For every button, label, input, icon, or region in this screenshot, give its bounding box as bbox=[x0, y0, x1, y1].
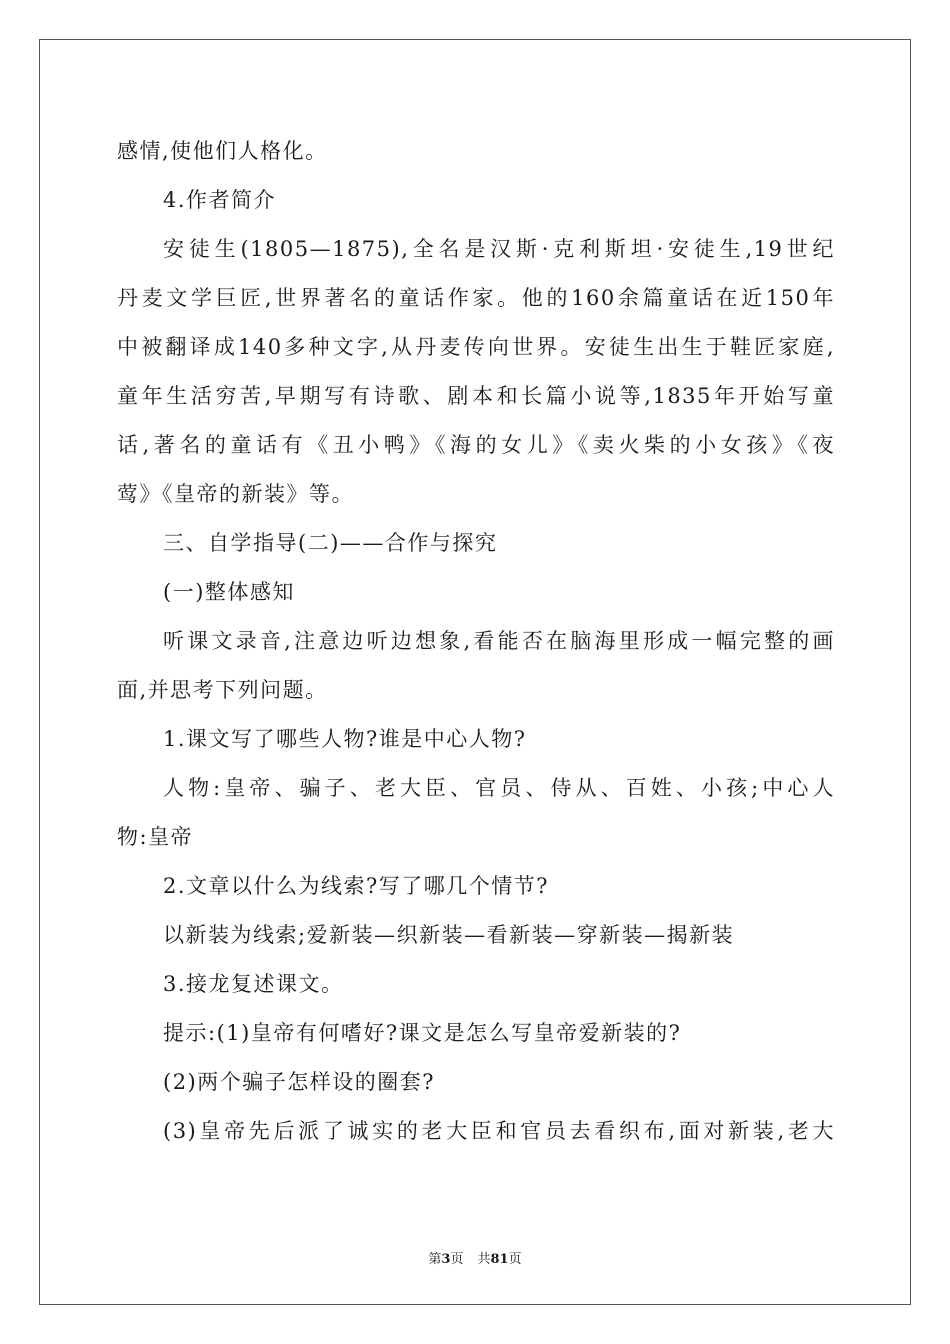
text-line: 丹麦文学巨匠,世界著名的童话作家。他的160余篇童话在近150年 bbox=[117, 286, 835, 310]
answer-line: 物:皇帝 bbox=[117, 825, 194, 849]
document-body bbox=[117, 127, 835, 1156]
question-line: 3.接龙复述课文。 bbox=[163, 972, 344, 996]
text-line: 中被翻译成140多种文字,从丹麦传向世界。安徒生出生于鞋匠家庭, bbox=[117, 335, 835, 359]
text-line: 安徒生(1805—1875),全名是汉斯·克利斯坦·安徒生,19世纪 bbox=[163, 237, 835, 261]
page-footer bbox=[0, 1248, 950, 1267]
text-line: 听课文录音,注意边听边想象,看能否在脑海里形成一幅完整的画 bbox=[163, 629, 835, 653]
hint-line: 提示:(1)皇帝有何嗜好?课文是怎么写皇帝爱新装的? bbox=[163, 1021, 682, 1045]
answer-line: 以新装为线索;爱新装—织新装—看新装—穿新装—揭新装 bbox=[163, 923, 735, 947]
answer-line: 人物:皇帝、骗子、老大臣、官员、侍从、百姓、小孩;中心人 bbox=[163, 776, 835, 800]
text-line: 莺》《皇帝的新装》等。 bbox=[117, 482, 354, 506]
question-line: 1.课文写了哪些人物?谁是中心人物? bbox=[163, 727, 527, 751]
question-line: 2.文章以什么为线索?写了哪几个情节? bbox=[163, 874, 550, 898]
section-heading: 三、自学指导(二)——合作与探究 bbox=[163, 531, 498, 555]
page-suffix: 页 bbox=[450, 1252, 464, 1267]
hint-line: (2)两个骗子怎样设的圈套? bbox=[163, 1070, 436, 1094]
text-line: 感情,使他们人格化。 bbox=[117, 139, 328, 163]
hint-line: (3)皇帝先后派了诚实的老大臣和官员去看织布,面对新装,老大 bbox=[163, 1119, 835, 1143]
section-heading: 4.作者简介 bbox=[163, 188, 277, 212]
page-prefix: 第 bbox=[428, 1252, 442, 1267]
total-pages: 81 bbox=[490, 1252, 509, 1267]
page-number: 3 bbox=[441, 1252, 451, 1267]
text-line: 话,著名的童话有《丑小鸭》《海的女儿》《卖火柴的小女孩》《夜 bbox=[117, 433, 835, 457]
total-suffix: 页 bbox=[508, 1252, 522, 1267]
total-prefix: 共 bbox=[477, 1252, 491, 1267]
section-heading: (一)整体感知 bbox=[163, 580, 295, 604]
text-line: 童年生活穷苦,早期写有诗歌、剧本和长篇小说等,1835年开始写童 bbox=[117, 384, 835, 408]
text-line: 面,并思考下列问题。 bbox=[117, 678, 328, 702]
